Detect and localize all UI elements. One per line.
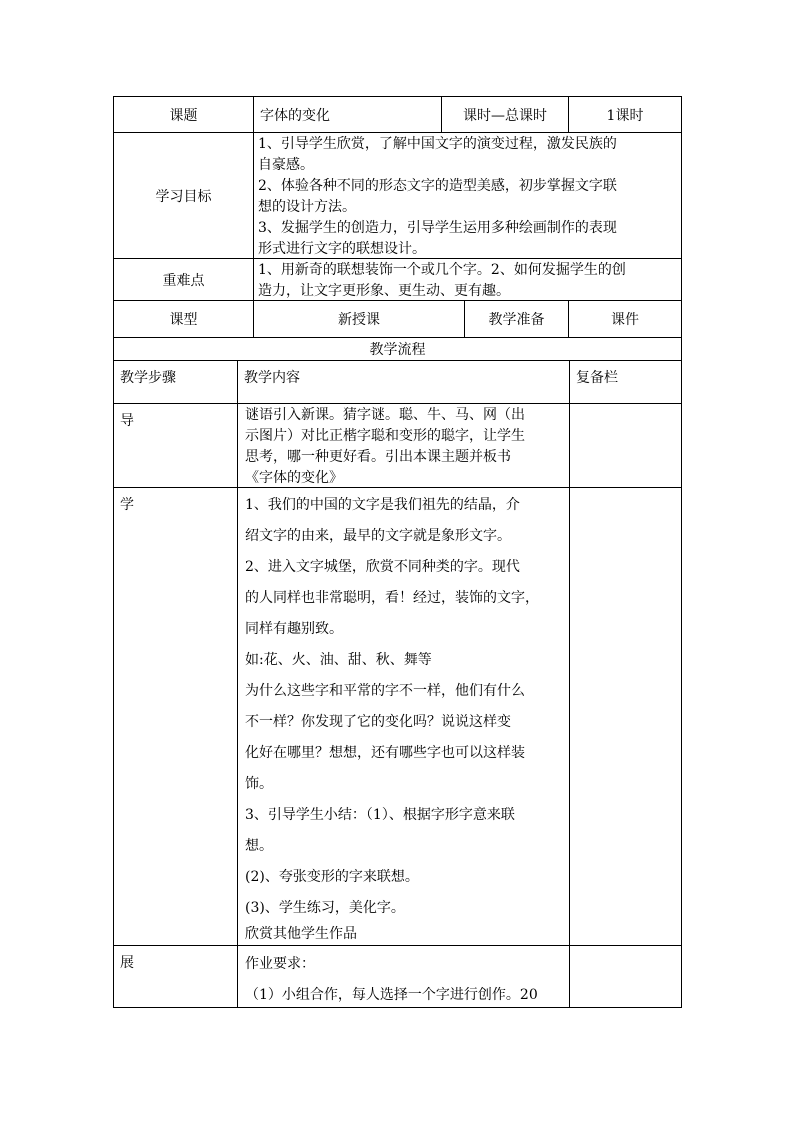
content-line: 示图片）对比正楷字聪和变形的聪字，让学生	[245, 428, 525, 444]
prep-value: 课件	[568, 300, 682, 338]
keypoints-content	[253, 258, 682, 301]
goals-line: 自豪感。	[258, 157, 314, 173]
content-line: （1）小组合作，每人选择一个字进行创作。20	[245, 987, 538, 1003]
goals-line: 1、引导学生欣赏，了解中国文字的演变过程，激发民族的	[258, 136, 617, 152]
col-notes-header: 复备栏	[569, 360, 682, 404]
content-line: 如:花、火、油、甜、秋、舞等	[245, 652, 432, 668]
step-lead-in: 导	[113, 403, 238, 488]
step-learn: 学	[113, 487, 238, 946]
flow-title: 教学流程	[113, 337, 682, 361]
content-line: 《字体的变化》	[245, 470, 343, 486]
content-lead-in	[237, 403, 570, 488]
goals-line: 3、发掘学生的创造力，引导学生运用多种绘画制作的表现	[258, 220, 617, 236]
content-line: 绍文字的由来，最早的文字就是象形文字。	[245, 528, 511, 544]
goals-line: 想的设计方法。	[258, 199, 356, 215]
content-show	[237, 945, 570, 1008]
col-content-header: 教学内容	[237, 360, 570, 404]
goals-content	[253, 132, 682, 259]
notes-show	[569, 945, 682, 1008]
type-label: 课型	[113, 300, 254, 338]
keypoints-line: 造力，让文字更形象、更生动、更有趣。	[258, 283, 510, 299]
content-line: (3)、学生练习，美化字。	[245, 900, 405, 916]
prep-label: 教学准备	[464, 300, 569, 338]
content-line: 1、我们的中国的文字是我们祖先的结晶，介	[245, 497, 520, 513]
content-line: 为什么这些字和平常的字不一样，他们有什么	[245, 683, 525, 699]
content-line: 谜语引入新课。猜字谜。聪、牛、马、网（出	[245, 407, 525, 423]
goals-label: 学习目标	[113, 132, 254, 259]
notes-learn	[569, 487, 682, 946]
content-line: 3、引导学生小结：（1）、根据字形字意来联	[245, 807, 515, 823]
keypoints-label: 重难点	[113, 258, 254, 301]
content-line: 欣赏其他学生作品	[245, 926, 357, 942]
topic-label: 课题	[113, 96, 254, 133]
step-show: 展	[113, 945, 238, 1008]
goals-line: 形式进行文字的联想设计。	[258, 241, 426, 257]
content-line: (2)、夸张变形的字来联想。	[245, 869, 419, 885]
col-step-header: 教学步骤	[113, 360, 238, 404]
content-line: 化好在哪里？想想，还有哪些字也可以这样装	[245, 745, 525, 761]
content-line: 作业要求：	[245, 956, 315, 972]
hours-value: 1课时	[568, 96, 682, 133]
topic-value: 字体的变化	[253, 96, 442, 133]
content-line: 饰。	[245, 776, 273, 792]
type-value: 新授课	[253, 300, 465, 338]
content-learn	[237, 487, 570, 946]
content-line: 想。	[245, 838, 273, 854]
hours-label: 课时—总课时	[441, 96, 569, 133]
content-line: 不一样？你发现了它的变化吗？说说这样变	[245, 714, 511, 730]
goals-line: 2、体验各种不同的形态文字的造型美感，初步掌握文字联	[258, 178, 617, 194]
keypoints-line: 1、用新奇的联想装饰一个或几个字。2、如何发掘学生的创	[258, 262, 626, 278]
content-line: 思考，哪一种更好看。引出本课主题并板书	[245, 449, 511, 465]
notes-lead-in	[569, 403, 682, 488]
content-line: 的人同样也非常聪明，看！经过，装饰的文字，	[245, 590, 539, 606]
content-line: 2、进入文字城堡，欣赏不同种类的字。现代	[245, 559, 520, 575]
content-line: 同样有趣别致。	[245, 621, 343, 637]
